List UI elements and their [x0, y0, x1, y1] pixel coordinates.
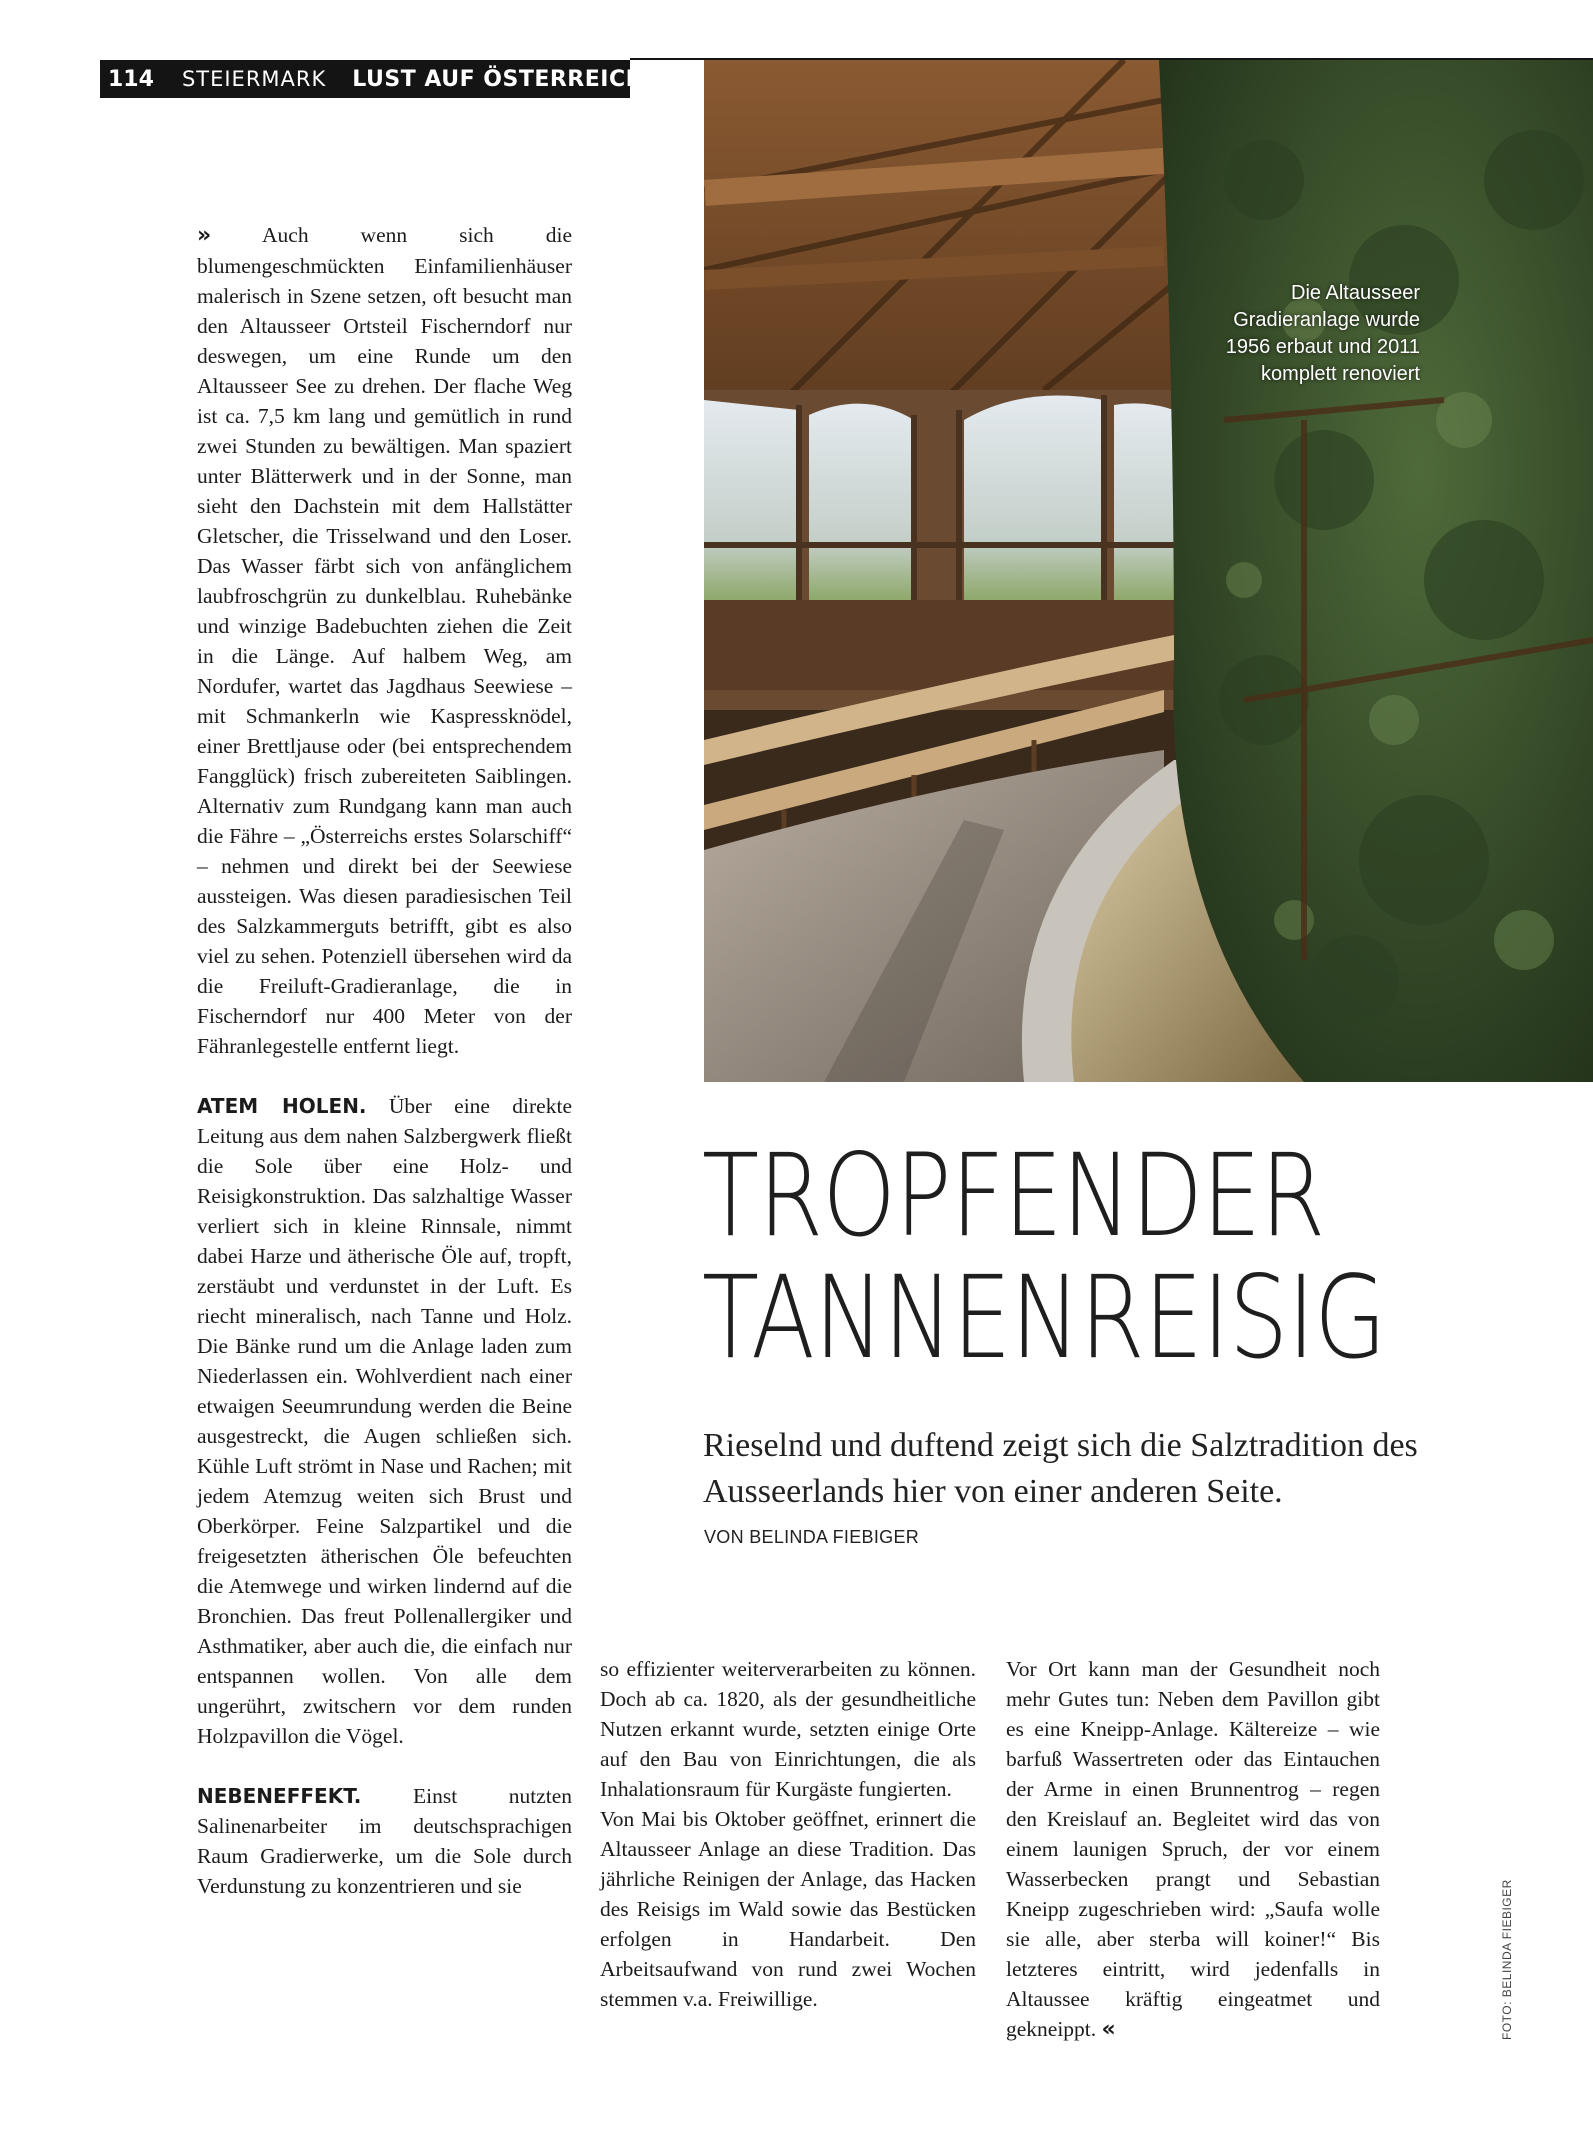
open-quote-mark: » [197, 223, 212, 248]
subtitle: Rieselnd und duftend zeigt sich die Salztradition des Ausseerlands hier von einer anderen Seite. [703, 1427, 1418, 1510]
col3-text: Vor Ort kann man der Gesundheit noch mehr Gutes tun: Neben dem Pavillon gibt es eine Kneipp-Anlage. Kältereize – wie barfuß Wassertreten oder das Eintauchen der Arme in einen Brunnentrog – regen den Kreislauf an. Begleitet wird das von einem launigen Spruch, der vor einem Wasserbecken prangt und Sebastian Kneipp zugeschrieben wird: „Saufa wolle sie alle, aber sterba will koiner!“ Bis letzteres eintritt, wird jedenfalls in Altaussee kräftig eingeatmet und gekneippt. [1006, 1657, 1380, 2041]
page-number: 114 [108, 66, 154, 92]
paragraph-intro [197, 220, 572, 1061]
byline: VON BELINDA FIEBIGER [704, 1527, 920, 1547]
nebeneffekt-text: Einst nutzten Salinenarbeiter im deutschsprachigen Raum Gradierwerke, um die Sole durch Verdunstung zu konzentrieren und sie [197, 1784, 573, 1898]
headline-line-2: TANNENREISIG [702, 1251, 1386, 1384]
paragraph-col2-2: Von Mai bis Oktober geöffnet, erinnert die Altausseer Anlage an diese Tradition. Das jährliche Reinigen der Anlage, das Hacken des Reisigs im Wald sowie das Bestücken erfolgen in Handarbeit. Den Arbeitsaufwand von rund zwei Wochen stemmen v.a. Freiwillige. [600, 1807, 976, 2011]
article-column-1 [197, 220, 572, 1901]
intro-text: Auch wenn sich die blumengeschmückten Einfamilienhäuser malerisch in Szene setzen, oft besucht man den Altausseer Ortsteil Fischerndorf nur deswegen, um eine Runde um den Altausseer See zu drehen. Der flache Weg ist ca. 7,5 km lang und gemütlich in rund zwei Stunden zu bewältigen. Man spaziert unter Blätterwerk und in der Sonne, man sieht den Dachstein mit dem Hallstätter Gletscher, die Trisselwand und den Loser. Das Wasser färbt sich von anfänglichem laubfroschgrün zu dunkelblau. Ruhebänke und winzige Badebuchten ziehen die Zeit in die Länge. Auf halbem Weg, am Nordufer, wartet das Jagdhaus Seewiese – mit Schmankerln wie Kaspressknödel, einer Brettljause oder (bei entsprechendem Fangglück) frisch zubereiteten Saiblingen. Alternativ zum Rundgang kann man auch die Fähre – „Österreichs erstes Solarschiff“ – nehmen und direkt bei der Seewiese aussteigen. Was diesen paradiesischen Teil des Salzkammerguts betrifft, gibt es also viel zu sehen. Potenziell übersehen wird da die Freiluft-Gradieranlage, die in Fischerndorf nur 400 Meter von der Fähranlegestelle entfernt liegt. [197, 223, 572, 1058]
paragraph-col3-1 [1006, 1654, 1380, 2045]
article-column-3 [1006, 1654, 1380, 2045]
subhead-atem-holen: ATEM HOLEN. [197, 1094, 367, 1118]
rubric-label: LUST AUF ÖSTERREICH [352, 66, 645, 92]
headline [702, 1129, 1424, 1384]
subhead-nebeneffekt: NEBENEFFEKT. [197, 1784, 362, 1808]
section-header [100, 60, 645, 98]
section-label: STEIERMARK [181, 67, 327, 91]
atem-holen-text: Über eine direkte Leitung aus dem nahen Salzbergwerk fließt die Sole über eine Holz- und Reisigkonstruktion. Das salzhaltige Wasser verliert sich in kleine Rinnsale, nimmt dabei Harze und ätherische Öle auf, tropft, zerstäubt und verdunstet in der Luft. Es riecht mineralisch, nach Tanne und Holz. Die Bänke rund um die Anlage laden zum Niederlassen ein. Wohlverdient nach einer etwaigen Seeumrundung werden die Beine ausgestreckt, die Augen schließen sich. Kühle Luft strömt in Nase und Rachen; mit jedem Atemzug weiten sich Brust und Oberkörper. Feine Salzpartikel und die freigesetzten ätherischen Öle befeuchten die Atemwege und wirken lindernd auf die Bronchien. Das freut Pollenallergiker und Asthmatiker, aber auch die, die einfach nur entspannen wollen. Von alle dem ungerührt, zwitschern vor dem runden Holzpavillon die Vögel. [197, 1094, 572, 1748]
photo-caption: Die Altausseer Gradieranlage wurde 1956 erbaut und 2011 komplett renoviert [1225, 282, 1420, 385]
article-column-2 [600, 1654, 976, 2014]
paragraph-nebeneffekt [197, 1781, 572, 1901]
pavilion-illustration [704, 60, 1593, 1082]
paragraph-col2-1: so effizienter weiterverarbeiten zu können. Doch ab ca. 1820, als der gesundheitliche Nutzen erkannt wurde, setzten einige Orte auf den Bau von Einrichtungen, die als Inhalationsraum für Kurgäste fungierten. [600, 1657, 976, 1801]
gradieranlage-photo [704, 60, 1593, 1082]
close-quote-mark: « [1101, 2017, 1116, 2042]
headline-line-1: TROPFENDER [702, 1129, 1325, 1262]
paragraph-atem-holen [197, 1091, 572, 1751]
photo-credit: FOTO: BELINDA FIEBIGER [1500, 1879, 1514, 2040]
